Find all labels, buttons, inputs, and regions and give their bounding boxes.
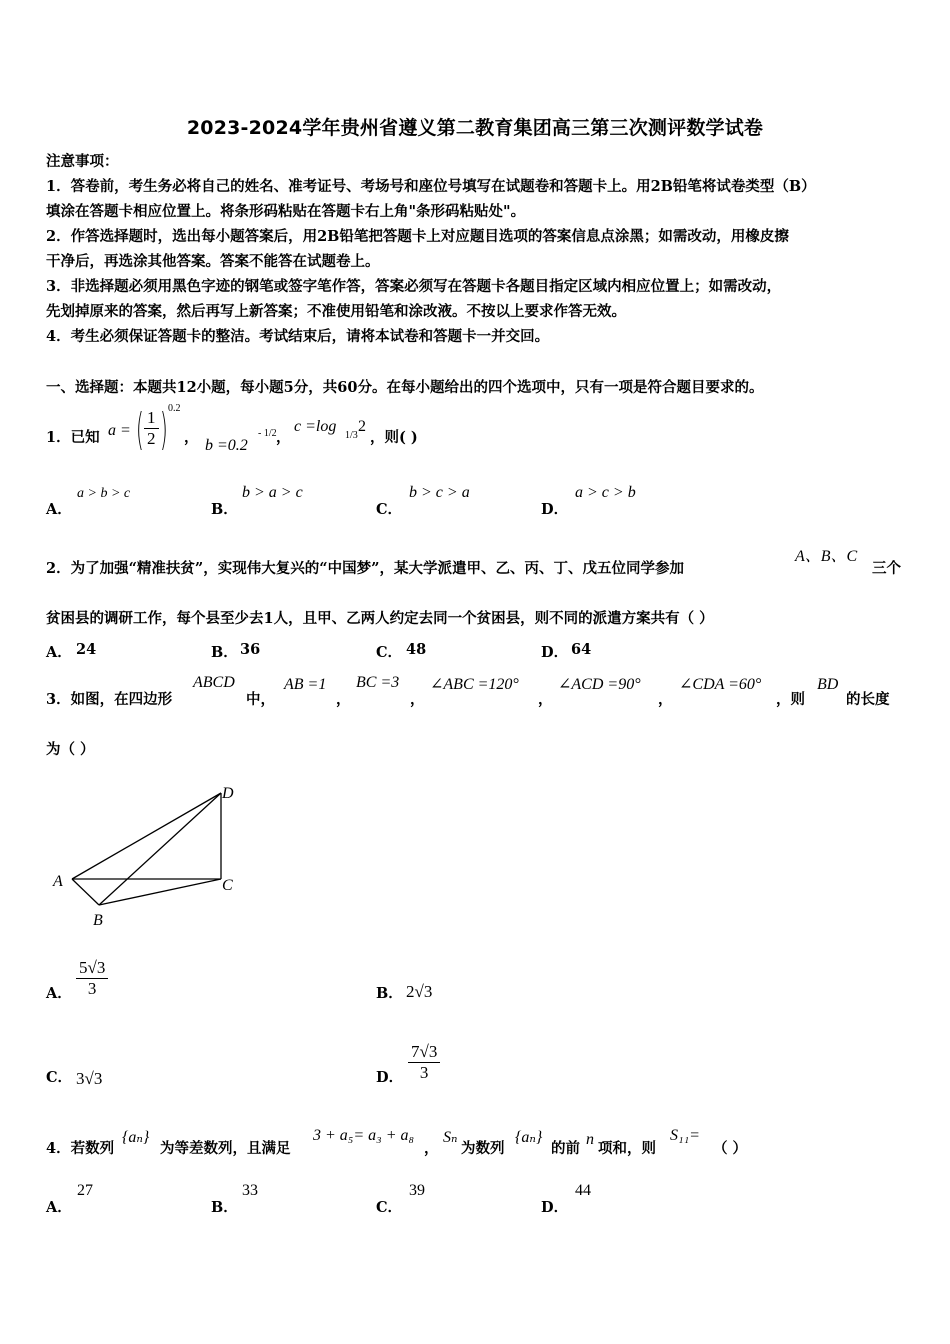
q1-option-d[interactable]: a > c > b (575, 484, 636, 501)
q1-option-c[interactable]: b > c > a (409, 484, 470, 501)
section-heading: 一、选择题：本题共12小题，每小题5分，共60分。在每小题给出的四个选项中，只有一项是符合题目要求的。 (46, 379, 764, 396)
q4-option-c[interactable]: 39 (409, 1182, 425, 1199)
q3-angle-abc: ∠ABC =120° (430, 676, 519, 693)
vertex-label-b: B (93, 912, 103, 929)
q3-bc: BC =3 (356, 674, 400, 691)
q1-a-lhs: a = (108, 422, 131, 439)
q3-zhong: 中， (246, 691, 275, 708)
q3-option-a-label[interactable]: A． (46, 985, 72, 1002)
question-4-prefix: 4．若数列 (46, 1140, 115, 1157)
q4-option-a-label[interactable]: A． (46, 1199, 72, 1216)
q2-option-c[interactable]: C． (376, 644, 403, 661)
notice-line: 干净后，再选涂其他答案。答案不能答在试题卷上。 (46, 253, 380, 270)
segment-ad (72, 793, 221, 879)
q1-comma: ， (276, 429, 291, 446)
q3-option-c[interactable]: 3√3 (76, 1069, 103, 1088)
q2-abc: A、B、C (795, 548, 858, 565)
question-3-prefix: 3．如图，在四边形 (46, 691, 173, 708)
q3-sep: ， (538, 691, 553, 708)
q4-mid4: 项和，则 (598, 1140, 656, 1157)
q3-option-b[interactable]: 2√3 (406, 982, 433, 1001)
q4-option-d-label[interactable]: D． (541, 1199, 569, 1216)
q2-option-b[interactable]: B． (211, 644, 238, 661)
q1-option-c-label[interactable]: C． (376, 501, 403, 518)
q1-c-arg: 2 (358, 418, 366, 435)
question-2-line1: 2．为了加强“精准扶贫”，实现伟大复兴的“中国梦”，某大学派遣甲、乙、丙、丁、戊五位同学参加 (46, 560, 684, 577)
notice-line: 先划掉原来的答案，然后再写上新答案；不准使用铅笔和涂改液。不按以上要求作答无效。 (46, 303, 626, 320)
q1-option-b[interactable]: b > a > c (242, 484, 303, 501)
q1-option-a-label[interactable]: A． (46, 501, 72, 518)
q2-option-d[interactable]: D． (541, 644, 569, 661)
q1-c-base: 1/3 (345, 430, 358, 441)
q3-option-d-label[interactable]: D． (376, 1069, 404, 1086)
q2-option-a[interactable]: A． (46, 644, 72, 661)
q4-s11: S₁₁= (670, 1127, 700, 1144)
notice-line: 填涂在答题卡相应位置上。将条形码粘贴在答题卡右上角"条形码粘贴处"。 (46, 203, 526, 220)
q2-option-b-value[interactable]: 36 (240, 641, 261, 658)
q3-bd: BD (817, 676, 839, 693)
q3-line2: 为（ ） (46, 741, 95, 758)
q4-comma: ， (424, 1140, 439, 1157)
q1-paren-right: ) (160, 404, 168, 455)
question-2-line2: 贫困县的调研工作，每个县至少去1人，且甲、乙两人约定去同一个贫困县，则不同的派遣方案共有（ ） (46, 610, 714, 627)
q4-n: n (586, 1131, 594, 1148)
q3-option-a[interactable]: $\frac{5√3}{3}$ (76, 958, 108, 999)
q1-a-fraction: $\frac{1}{2}$ (144, 408, 159, 449)
q1-option-d-label[interactable]: D． (541, 501, 569, 518)
q2-option-d-value[interactable]: 64 (571, 641, 592, 658)
q4-end: （ ） (713, 1140, 748, 1157)
q1-b-lhs: b =0.2 (205, 437, 248, 454)
notice-line: 3．非选择题必须用黑色字迹的钢笔或签字笔作答，答案必须写在答题卡各题目指定区域内相应位置上；如需改动， (46, 278, 782, 295)
q1-option-a[interactable]: a > b > c (77, 486, 131, 501)
q3-option-d[interactable]: $\frac{7√3}{3}$ (408, 1042, 440, 1083)
q3-angle-cda: ∠CDA =60° (679, 676, 762, 693)
q3-sep: ， (336, 691, 351, 708)
segment-bd (99, 793, 221, 905)
vertex-label-a: A (53, 873, 63, 890)
vertex-label-d: D (222, 785, 234, 802)
q4-sn: Sₙ (443, 1129, 458, 1146)
notice-line: 1．答卷前，考生务必将自己的姓名、准考证号、考场号和座位号填写在试题卷和答题卡上。用2B铅笔将试卷类型（B） (46, 178, 816, 195)
q4-option-d[interactable]: 44 (575, 1182, 591, 1199)
q3-quad: ABCD (193, 674, 235, 691)
q2-option-c-value[interactable]: 48 (406, 641, 427, 658)
notice-line: 2．作答选择题时，选出每小题答案后，用2B铅笔把答题卡上对应题目选项的答案信息点涂黑；如需改动，用橡皮擦 (46, 228, 789, 245)
q1-comma: ， (184, 429, 199, 446)
q4-mid2: 为数列 (461, 1140, 505, 1157)
q1-paren-left: ( (136, 404, 144, 455)
q4-option-b[interactable]: 33 (242, 1182, 258, 1199)
q2-line1-end: 三个 (872, 560, 901, 577)
q1-a-exponent: 0.2 (168, 403, 181, 414)
q1-c-lhs: c =log (294, 418, 337, 435)
q4-option-c-label[interactable]: C． (376, 1199, 403, 1216)
q3-sep: ， (410, 691, 425, 708)
segment-bc (99, 879, 221, 905)
segment-ab (72, 879, 99, 905)
q4-option-a[interactable]: 27 (77, 1182, 93, 1199)
q1-b-exponent: - 1/2 (258, 428, 277, 439)
q3-sep: ， (658, 691, 673, 708)
notice-heading: 注意事项： (46, 153, 119, 170)
q3-end: 的长度 (846, 691, 890, 708)
question-1-prefix: 1．已知 (46, 429, 100, 446)
vertex-label-c: C (222, 877, 233, 894)
quadrilateral-figure (50, 780, 250, 930)
q4-seq: {aₙ} (122, 1129, 150, 1146)
q4-option-b-label[interactable]: B． (211, 1199, 238, 1216)
q4-equation: 3 + a₅= a₃ + a₈ (313, 1127, 415, 1144)
q1-option-b-label[interactable]: B． (211, 501, 238, 518)
page-title: 2023-2024学年贵州省遵义第二教育集团高三第三次测评数学试卷 (186, 117, 764, 139)
q3-ab: AB =1 (284, 676, 327, 693)
q1-suffix: ，则( ) (370, 429, 418, 446)
q3-ze: ，则 (776, 691, 805, 708)
q3-angle-acd: ∠ACD =90° (558, 676, 641, 693)
q2-option-a-value[interactable]: 24 (76, 641, 97, 658)
notice-line: 4．考生必须保证答题卡的整洁。考试结束后，请将本试卷和答题卡一并交回。 (46, 328, 550, 345)
q4-mid3: 的前 (551, 1140, 580, 1157)
q4-mid1: 为等差数列，且满足 (160, 1140, 291, 1157)
q3-option-c-label[interactable]: C． (46, 1069, 73, 1086)
q3-option-b-label[interactable]: B． (376, 985, 403, 1002)
q4-seq2: {aₙ} (515, 1129, 543, 1146)
